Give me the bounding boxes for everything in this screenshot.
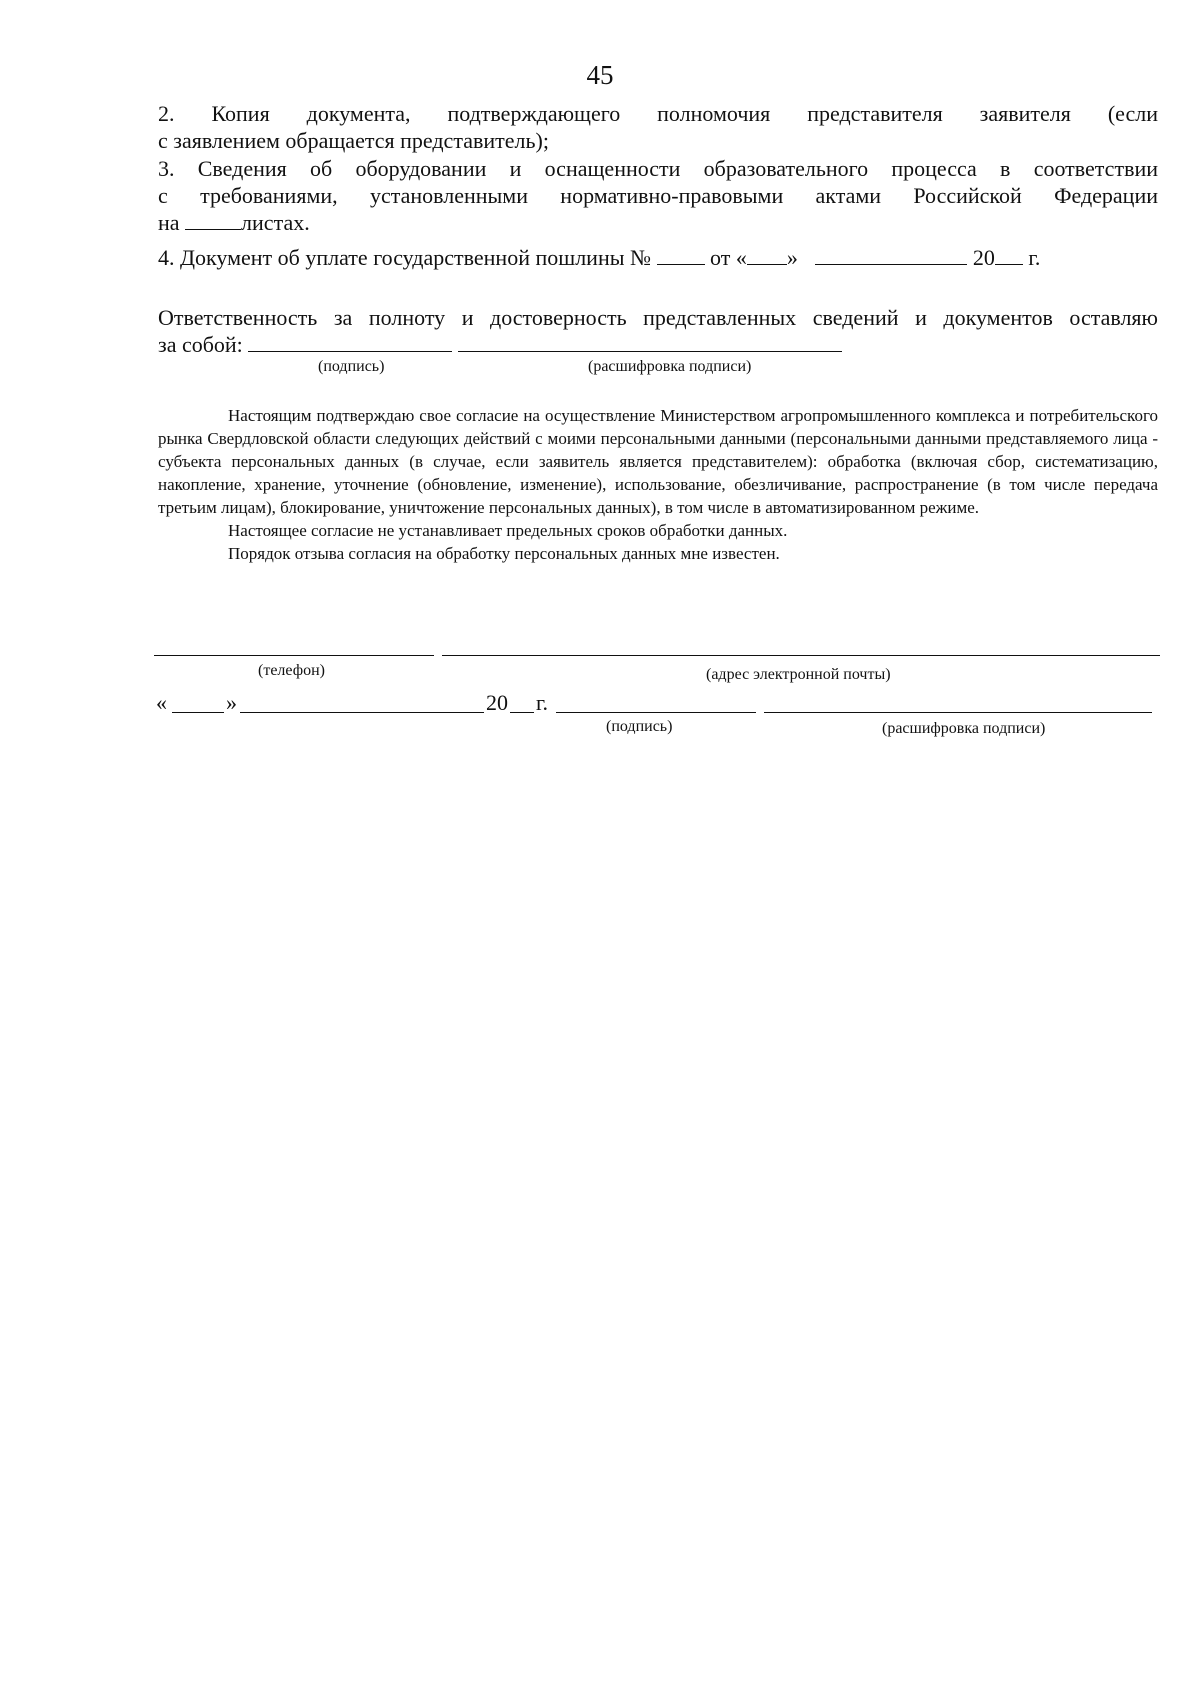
item-4-from: от «: [704, 245, 747, 270]
responsibility-prefix: за собой:: [158, 332, 249, 357]
page-number: 45: [586, 60, 614, 90]
date-close-quote: »: [226, 690, 237, 715]
responsibility-decoding-caption: (расшифровка подписи): [588, 358, 752, 375]
responsibility-statement: [158, 304, 1158, 358]
personal-data-consent: [158, 404, 1158, 565]
responsibility-signature-blank[interactable]: [248, 333, 452, 352]
email-caption: (адрес электронной почты): [706, 666, 891, 683]
responsibility-decoding-blank[interactable]: [458, 333, 842, 352]
footer-decoding-caption: (расшифровка подписи): [882, 720, 1046, 737]
email-blank[interactable]: [442, 655, 1160, 656]
item-3-line-3: [158, 209, 1158, 236]
payment-year-blank[interactable]: [995, 246, 1023, 265]
item-3-prefix: на: [158, 210, 186, 235]
payment-number-blank[interactable]: [657, 246, 705, 265]
item-3-line-2: с требованиями, установленными нормативно-правовыми актами Российской Федерации: [158, 183, 1158, 208]
item-3-suffix: листах.: [241, 210, 310, 235]
payment-day-blank[interactable]: [747, 246, 787, 265]
consent-paragraph-1: Настоящим подтверждаю свое согласие на осуществление Министерством агропромышленного комплекса и потребительского рынка Свердловской области следующих действий с моими персональными данными (персональными данными представляемого лица - субъекта персональных данных (в случае, если заявитель является представителем): обработка (включая сбор, систематизацию, накопление, хранение, уточнение (обновление, изменение), использование, обезличивание, распространение (в том числе передача третьим лицам), блокирование, уничтожение персональных данных), в том числе в автоматизированном режиме.: [158, 406, 1158, 517]
consent-paragraph-2: Настоящее согласие не устанавливает предельных сроков обработки данных.: [228, 521, 788, 540]
footer-signature-blank[interactable]: [556, 712, 756, 713]
item-4-quote-close: »: [786, 245, 798, 270]
item-3-line-1: 3. Сведения об оборудовании и оснащенности образовательного процесса в соответствии: [158, 156, 1158, 181]
sheets-count-blank[interactable]: [185, 211, 241, 230]
item-3: [158, 155, 1158, 236]
footer-month-blank[interactable]: [240, 712, 484, 713]
item-4-prefix: 4. Документ об уплате государственной пошлины №: [158, 245, 657, 270]
item-4-year: 20: [967, 245, 995, 270]
phone-caption: (телефон): [258, 662, 325, 679]
payment-month-blank[interactable]: [815, 246, 967, 265]
date-open-quote: «: [156, 690, 167, 715]
date-year: 20: [486, 690, 508, 715]
footer-year-blank[interactable]: [510, 712, 534, 713]
footer-signature-caption: (подпись): [606, 718, 673, 735]
responsibility-line-1: Ответственность за полноту и достоверность представленных сведений и документов оставляю: [158, 305, 1158, 330]
responsibility-line-2: [158, 331, 1158, 358]
item-4-suffix: г.: [1022, 245, 1041, 270]
consent-paragraph-3: Порядок отзыва согласия на обработку персональных данных мне известен.: [228, 544, 780, 563]
responsibility-signature-caption: (подпись): [318, 358, 385, 375]
item-2-line-2: с заявлением обращается представитель);: [158, 128, 549, 153]
footer-decoding-blank[interactable]: [764, 712, 1152, 713]
date-suffix: г.: [536, 690, 549, 715]
footer-day-blank[interactable]: [172, 712, 224, 713]
item-4: [158, 244, 1158, 271]
item-2-line-1: 2. Копия документа, подтверждающего полномочия представителя заявителя (если: [158, 101, 1158, 126]
item-2: [158, 100, 1158, 154]
phone-blank[interactable]: [154, 655, 434, 656]
